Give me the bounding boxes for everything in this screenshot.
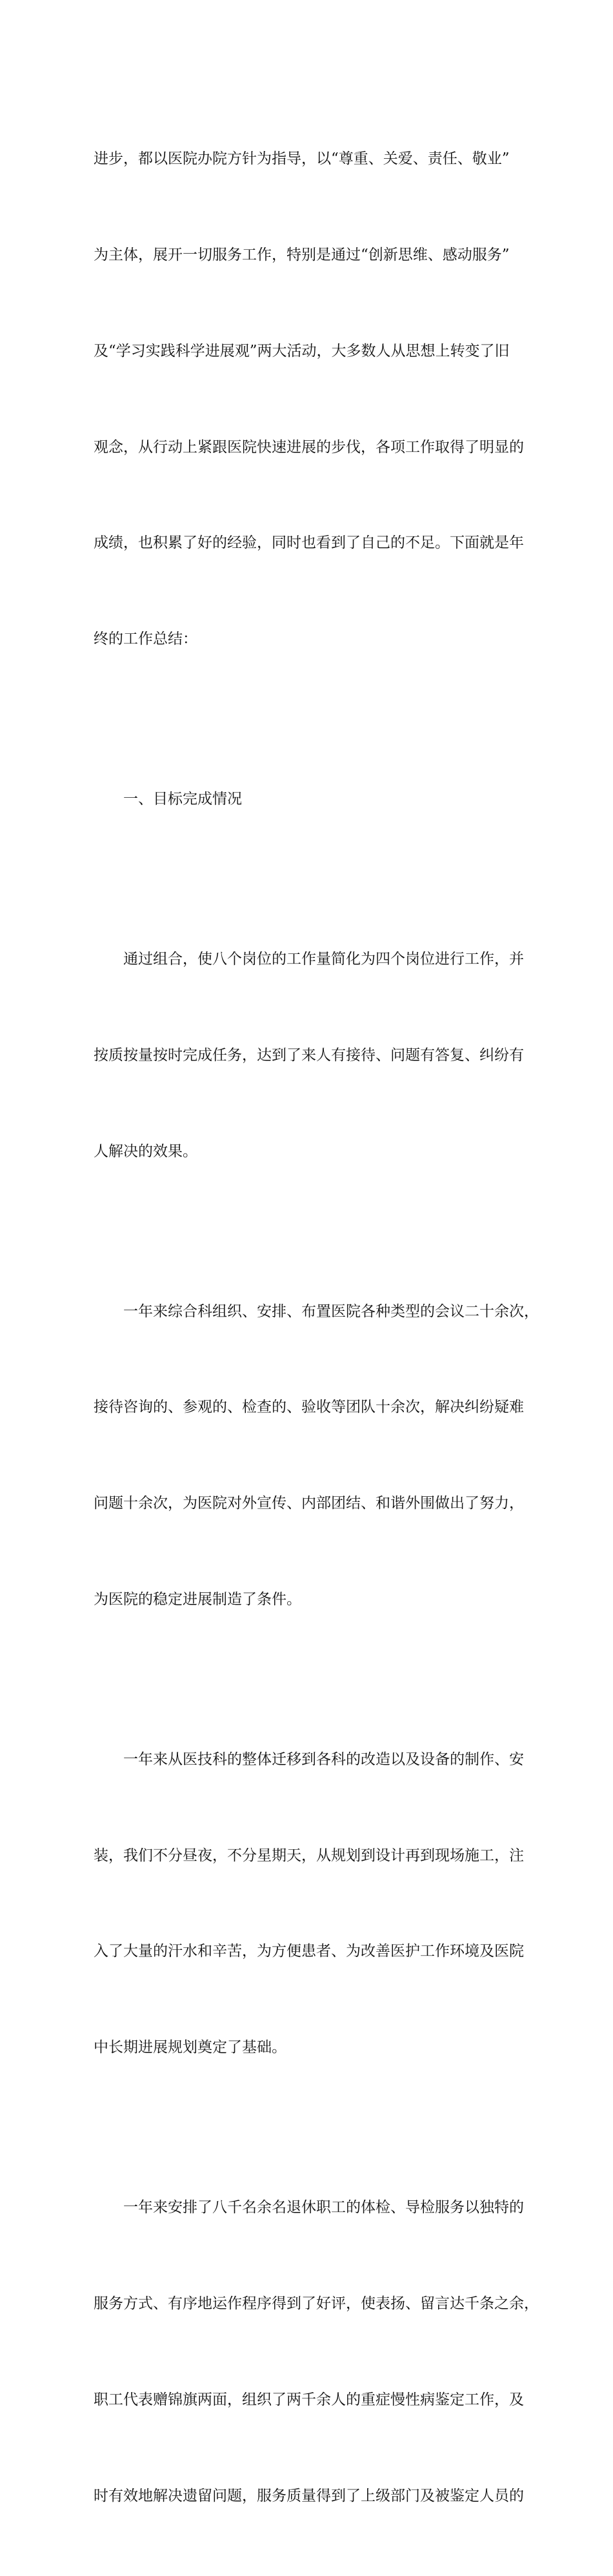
- text-line: 为医院的稳定进展制造了条件。: [94, 1590, 301, 1608]
- text-line: 成绩，也积累了好的经验，同时也看到了自己的不足。下面就是年: [94, 534, 524, 552]
- text-line: 服务方式、有序地运作程序得到了好评，使表扬、留言达千条之余，: [94, 2295, 539, 2312]
- text-line: 一年来安排了八千名余名退休职工的体检、导检服务以独特的: [123, 2199, 524, 2216]
- text-line: 进步，都以医院办院方针为指导，以“尊重、关爱、责任、敬业”: [94, 150, 510, 168]
- text-line: 通过组合，使八个岗位的工作量简化为四个岗位进行工作，并: [123, 951, 524, 968]
- text-line: 中长期进展规划奠定了基础。: [94, 2039, 286, 2056]
- text-line: 问题十余次，为医院对外宣传、内部团结、和谐外围做出了努力，: [94, 1495, 524, 1512]
- paragraph-meetings: [94, 1232, 539, 1679]
- text-line: 一年来综合科组织、安排、布置医院各种类型的会议二十余次，: [123, 1303, 539, 1320]
- text-line: 装，我们不分昼夜，不分星期天，从规划到设计再到现场施工，注: [94, 1847, 524, 1864]
- text-line: 入了大量的汗水和辛苦，为方便患者、为改善医护工作环境及医院: [94, 1943, 524, 1960]
- text-line: 按质按量按时完成任务，达到了来人有接待、问题有答复、纠纷有: [94, 1046, 524, 1064]
- text-line: 接待咨询的、参观的、检查的、验收等团队十余次，解决纠纷疑难: [94, 1399, 524, 1416]
- section-heading: [94, 720, 525, 880]
- paragraph-relocation: [94, 1680, 525, 2128]
- text-line: 人解决的效果。: [94, 1142, 197, 1160]
- text-line: 及“学习实践科学进展观”两大活动，大多数人从思想上转变了旧: [94, 342, 510, 360]
- text-line: 职工代表赠锦旗两面，组织了两千余人的重症慢性病鉴定工作，及: [94, 2391, 524, 2408]
- text-line: 时有效地解决遗留问题，服务质量得到了上级部门及被鉴定人员的: [94, 2487, 524, 2504]
- paragraph-intro: [94, 79, 525, 720]
- text-line: 一年来从医技科的整体迁移到各科的改造以及设备的制作、安: [123, 1750, 524, 1768]
- text-line: 为主体，展开一切服务工作，特别是通过“创新思维、感动服务”: [94, 246, 510, 263]
- text-line: 终的工作总结：: [94, 631, 197, 648]
- text-line: 观念，从行动上紧跟医院快速进展的步伐，各项工作取得了明显的: [94, 438, 524, 456]
- paragraph-checkups: [94, 2128, 539, 2576]
- document-body: [94, 79, 539, 2576]
- heading-line: 一、目标完成情况: [123, 791, 242, 808]
- paragraph-combination: [94, 880, 525, 1232]
